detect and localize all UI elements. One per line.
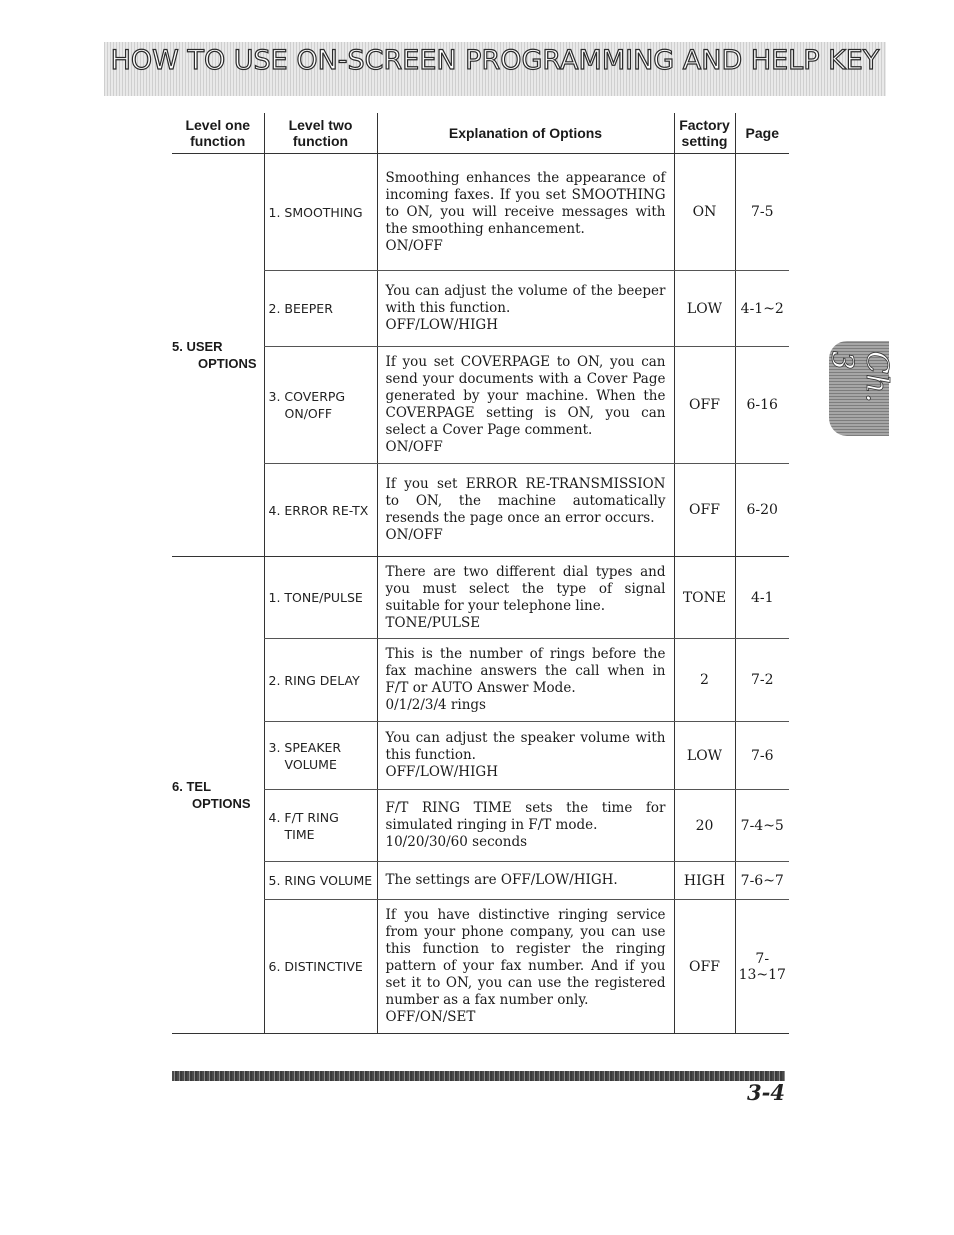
explanation-cell (377, 557, 674, 639)
page-ref: 7-4~5 (735, 790, 789, 862)
table-row (172, 862, 789, 900)
table-row (172, 347, 789, 464)
function-label: 2. BEEPER (268, 301, 333, 316)
col-level-one: Level one function (172, 113, 264, 154)
explanation-text: F/T RING TIME sets the time for simulated ringing in F/T mode. (385, 800, 666, 833)
col-level-two: Level two function (264, 113, 377, 154)
page-number: 3-4 (747, 1080, 785, 1105)
explanation-cell (377, 900, 674, 1034)
option-values: 0/1/2/3/4 rings (385, 697, 486, 713)
function-label: 1. SMOOTHING (268, 204, 363, 220)
table-row (172, 900, 789, 1034)
explanation-text: This is the number of rings before the fax machine answers the call when in F/T or AUTO Answer Mode. (385, 646, 666, 696)
table-row (172, 790, 789, 862)
option-values: ON/OFF (385, 237, 443, 254)
function-label: 4. ERROR RE-TX (268, 502, 369, 518)
function-label: 3. COVERPG (268, 389, 346, 404)
factory-setting: ON (674, 154, 735, 271)
function-cell (264, 557, 377, 639)
explanation-text: If you have distinctive ringing service from your phone company, you can use this function to register the ringing pattern of your fax number. And if you set it to ON, you can use the registered number as a fax number only. (385, 907, 666, 1008)
option-values: ON/OFF (385, 527, 443, 543)
group-label-line2: OPTIONS (192, 796, 251, 811)
group-tel-options (172, 557, 264, 1034)
explanation-text: You can adjust the speaker volume with this function. (385, 730, 666, 763)
table-row (172, 154, 789, 271)
group-label-line2: OPTIONS (198, 356, 257, 371)
explanation-cell (377, 790, 674, 862)
function-label-sub: ON/OFF (284, 406, 333, 421)
explanation-cell (377, 271, 674, 347)
function-label: 2. RING DELAY (268, 672, 360, 688)
function-cell (264, 900, 377, 1034)
explanation-text: There are two different dial types and you must select the type of signal suitable for your telephone line. (385, 563, 666, 614)
explanation-text: If you set ERROR RE-TRANSMISSION to ON, the machine automatically resends the page once an error occurs. (385, 476, 666, 526)
explanation-text: The settings are OFF/LOW/HIGH. (385, 872, 618, 888)
footer-rule (172, 1071, 785, 1081)
function-label: 5. RING VOLUME (268, 873, 373, 888)
chapter-tab-label: Ch. 3 (824, 351, 894, 403)
function-cell (264, 722, 377, 790)
group-label-line1: 6. TEL (172, 779, 212, 794)
option-values: OFF/LOW/HIGH (385, 764, 498, 780)
page-title: HOW TO USE ON-SCREEN PROGRAMMING AND HELP KEY (110, 45, 880, 76)
factory-setting: 20 (674, 790, 735, 862)
option-values: OFF/LOW/HIGH (385, 317, 498, 333)
page-ref: 6-20 (735, 464, 789, 557)
table-row (172, 639, 789, 722)
function-label-sub: VOLUME (284, 756, 337, 772)
function-cell (264, 271, 377, 347)
function-cell (264, 639, 377, 722)
function-cell (264, 464, 377, 557)
explanation-cell (377, 464, 674, 557)
explanation-text: Smoothing enhances the appearance of incoming faxes. If you set SMOOTHING to ON, you will receive messages with the smoothing enhancement. (385, 169, 666, 237)
group-label-line1: 5. USER (172, 339, 223, 354)
function-label-sub: TIME (284, 826, 315, 842)
factory-setting: TONE (674, 557, 735, 639)
group-user-options (172, 154, 264, 557)
factory-setting: LOW (674, 722, 735, 790)
function-cell (264, 862, 377, 900)
function-label: 6. DISTINCTIVE (268, 959, 363, 974)
option-values: TONE/PULSE (385, 614, 481, 631)
explanation-text: You can adjust the volume of the beeper with this function. (385, 283, 666, 316)
function-label: 3. SPEAKER (268, 739, 342, 755)
explanation-cell (377, 862, 674, 900)
explanation-cell (377, 722, 674, 790)
function-label: 4. F/T RING (268, 809, 339, 825)
option-values: 10/20/30/60 seconds (385, 834, 528, 850)
explanation-cell (377, 154, 674, 271)
page-ref: 6-16 (735, 347, 789, 464)
factory-setting: LOW (674, 271, 735, 347)
col-explanation: Explanation of Options (377, 113, 674, 154)
col-factory-setting: Factory setting (674, 113, 735, 154)
options-table (172, 113, 789, 1034)
page-ref: 7-13~17 (735, 900, 789, 1034)
page-ref: 4-1 (735, 557, 789, 639)
function-cell (264, 790, 377, 862)
factory-setting: 2 (674, 639, 735, 722)
function-cell (264, 347, 377, 464)
col-page: Page (735, 113, 789, 154)
explanation-cell (377, 639, 674, 722)
factory-setting: HIGH (674, 862, 735, 900)
page-ref: 4-1~2 (735, 271, 789, 347)
table-row (172, 722, 789, 790)
function-cell (264, 154, 377, 271)
explanation-cell (377, 347, 674, 464)
factory-setting: OFF (674, 900, 735, 1034)
factory-setting: OFF (674, 347, 735, 464)
page-ref: 7-6 (735, 722, 789, 790)
table-row (172, 271, 789, 347)
table-row (172, 464, 789, 557)
explanation-text: If you set COVERPAGE to ON, you can send your documents with a Cover Page generated by your machine. When the COVERPAGE setting is ON, you can select a Cover Page comment. (385, 354, 666, 438)
page-ref: 7-6~7 (735, 862, 789, 900)
table-row (172, 557, 789, 639)
option-values: ON/OFF (385, 439, 443, 455)
factory-setting: OFF (674, 464, 735, 557)
table-header-row (172, 113, 789, 154)
function-label: 1. TONE/PULSE (268, 590, 363, 605)
page-ref: 7-5 (735, 154, 789, 271)
header-banner (104, 42, 886, 96)
chapter-tab (824, 341, 894, 436)
page-ref: 7-2 (735, 639, 789, 722)
option-values: OFF/ON/SET (385, 1009, 476, 1025)
